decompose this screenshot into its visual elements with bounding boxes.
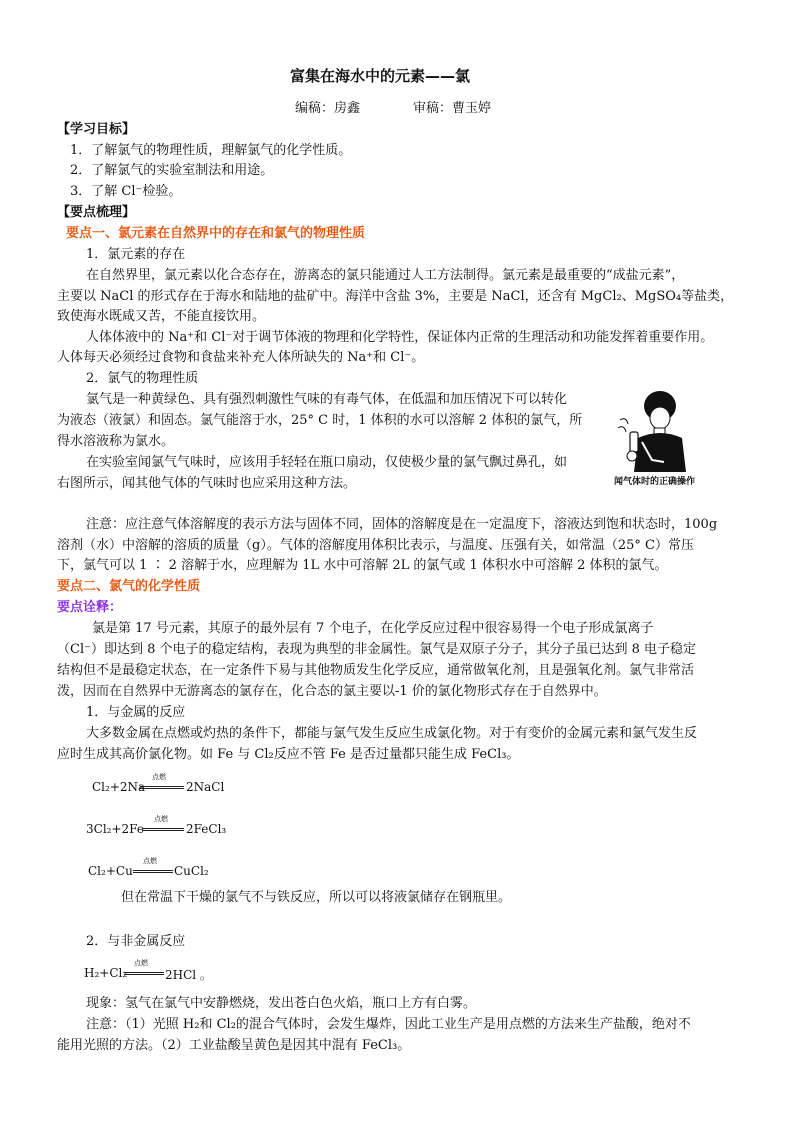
figure-caption: 闻气体时的正确操作 bbox=[614, 477, 696, 487]
point2-para2: 大多数金属在点燃或灼热的条件下，都能与氯气发生反应生成氯化物。对于有变价的金属元素和氯气发生反 bbox=[86, 726, 698, 741]
point2-para3: 但在常温下干燥的氯气不与铁反应，所以可以将液氯储存在钢瓶里。 bbox=[121, 890, 512, 905]
objective-item: 2．了解氯气的实验室制法和用途。 bbox=[70, 163, 274, 178]
equation-right: 2NaCl bbox=[186, 780, 225, 794]
point2-sub1: 1．与金属的反应 bbox=[86, 705, 186, 720]
condition-label: 点燃 bbox=[154, 815, 168, 823]
equation-cl2-fe bbox=[86, 822, 144, 836]
equation-right: 2HCl 。 bbox=[165, 968, 212, 982]
equation-cl2-na bbox=[92, 780, 145, 794]
point1-para4: 右图所示，闻其他气体的气味时也应采用这种方法。 bbox=[57, 476, 357, 491]
point1-heading: 要点一、氯元素在自然界中的存在和氯气的物理性质 bbox=[66, 226, 366, 241]
equation-left: 3Cl₂+2Fe bbox=[86, 822, 144, 836]
equation-h2-cl2 bbox=[84, 966, 127, 980]
point2-note: 能用光照的方法。（2）工业盐酸呈黄色是因其中混有 FeCl₃。 bbox=[57, 1038, 411, 1053]
point1-para2: 人体每天必须经过食物和食盐来补充人体所缺失的 Na⁺和 Cl⁻。 bbox=[57, 350, 425, 365]
point2-para2: 应时生成其高价氯化物。如 Fe 与 Cl₂反应不管 Fe 是否过量都只能生成 FeCl₃。 bbox=[57, 747, 520, 762]
objective-item: 1．了解氯气的物理性质，理解氯气的化学性质。 bbox=[70, 143, 352, 158]
point2-para1: 氯是第 17 号元素，其原子的最外层有 7 个电子，在化学反应过程中很容易得一个电子形成氯离子 bbox=[92, 621, 654, 636]
document-title: 富集在海水中的元素——氯 bbox=[290, 67, 471, 85]
point2-explain-heading: 要点诠释： bbox=[57, 600, 123, 615]
point1-sub1: 1．氯元素的存在 bbox=[86, 247, 186, 262]
point1-para1: 主要以 NaCl 的形式存在于海水和陆地的盐矿中。海洋中含盐 3%，主要是 NaCl，还含有 MgCl₂、MgSO₄等盐类， bbox=[57, 289, 734, 304]
equation-cl2-cu bbox=[88, 864, 133, 878]
reviewer-credit: 审稿：曹玉婷 bbox=[413, 101, 492, 116]
point2-sub2: 2．与非金属反应 bbox=[86, 934, 186, 949]
point2-para1: （Cl⁻）即达到 8 个电子的稳定结构，表现为典型的非金属性。氯气是双原子分子，其分子虽已达到 8 电子稳定 bbox=[57, 642, 697, 657]
objectives-heading: 【学习目标】 bbox=[57, 122, 136, 137]
phenomenon: 现象：氢气在氯气中安静燃烧，发出苍白色火焰，瓶口上方有白雾。 bbox=[86, 996, 477, 1011]
point1-note: 下，氯气可以 1 ∶ 2 溶解于水，应理解为 1L 水中可溶解 2L 的氯气或 1 体积水中可溶解 2 体积的氯气。 bbox=[57, 558, 668, 573]
point1-para1: 在自然界里，氯元素以化合态存在，游离态的氯只能通过人工方法制得。氯元素是最重要的“成盐元素”， bbox=[86, 268, 685, 283]
condition-label: 点燃 bbox=[143, 857, 157, 865]
editor-credit: 编稿：房鑫 bbox=[295, 101, 361, 116]
equation-left: Cl₂+2Na bbox=[92, 780, 146, 794]
equation-left: Cl₂+Cu bbox=[88, 864, 133, 878]
point2-note: 注意：（1）光照 H₂和 Cl₂的混合气体时，会发生爆炸，因此工业生产是用点燃的方法来生产盐酸，绝对不 bbox=[86, 1017, 691, 1032]
point2-heading: 要点二、氯气的化学性质 bbox=[57, 579, 201, 594]
point1-para3: 为液态（液氯）和固态。氯气能溶于水，25° C 时，1 体积的水可以溶解 2 体积的氯气，所 bbox=[57, 413, 583, 428]
point2-para1: 泼，因而在自然界中无游离态的氯存在，化合态的氯主要以-1 价的氯化物形式存在于自然界中。 bbox=[57, 684, 607, 699]
objective-item: 3．了解 Cl⁻检验。 bbox=[70, 184, 182, 199]
point1-para3: 得水溶液称为氯水。 bbox=[57, 434, 175, 449]
equation-right: CuCl₂ bbox=[174, 864, 209, 878]
equation-left: H₂+Cl₂ bbox=[84, 966, 128, 980]
point1-para3: 氯气是一种黄绿色、具有强烈刺激性气味的有毒气体，在低温和加压情况下可以转化 bbox=[86, 392, 568, 407]
point1-para1: 致使海水既咸又苦，不能直接饮用。 bbox=[57, 309, 266, 324]
point2-para1: 结构但不是最稳定状态，在一定条件下易与其他物质发生化学反应，通常做氧化剂，且是强氧化剂。氯气非常活 bbox=[57, 663, 695, 678]
point1-sub2: 2．氯气的物理性质 bbox=[86, 371, 199, 386]
point1-note: 溶剂（水）中溶解的溶质的质量（g）。气体的溶解度用体积比表示，与温度、压强有关，如常温（25° C）常压 bbox=[57, 538, 694, 553]
condition-label: 点燃 bbox=[152, 773, 166, 781]
equation-right: 2FeCl₃ bbox=[186, 822, 227, 836]
keypoints-heading: 【要点梳理】 bbox=[57, 205, 136, 220]
point1-note: 注意：应注意气体溶解度的表示方法与固体不同，固体的溶解度是在一定温度下，溶液达到饱和状态时，100g bbox=[86, 517, 718, 532]
condition-label: 点燃 bbox=[134, 959, 148, 967]
point1-para2: 人体体液中的 Na⁺和 Cl⁻对于调节体液的物理和化学特性，保证体内正常的生理活动和功能发挥着重要作用。 bbox=[86, 330, 714, 345]
point1-para4: 在实验室闻氯气气味时，应该用手轻轻在瓶口扇动，仅使极少量的氯气飘过鼻孔，如 bbox=[86, 455, 568, 470]
